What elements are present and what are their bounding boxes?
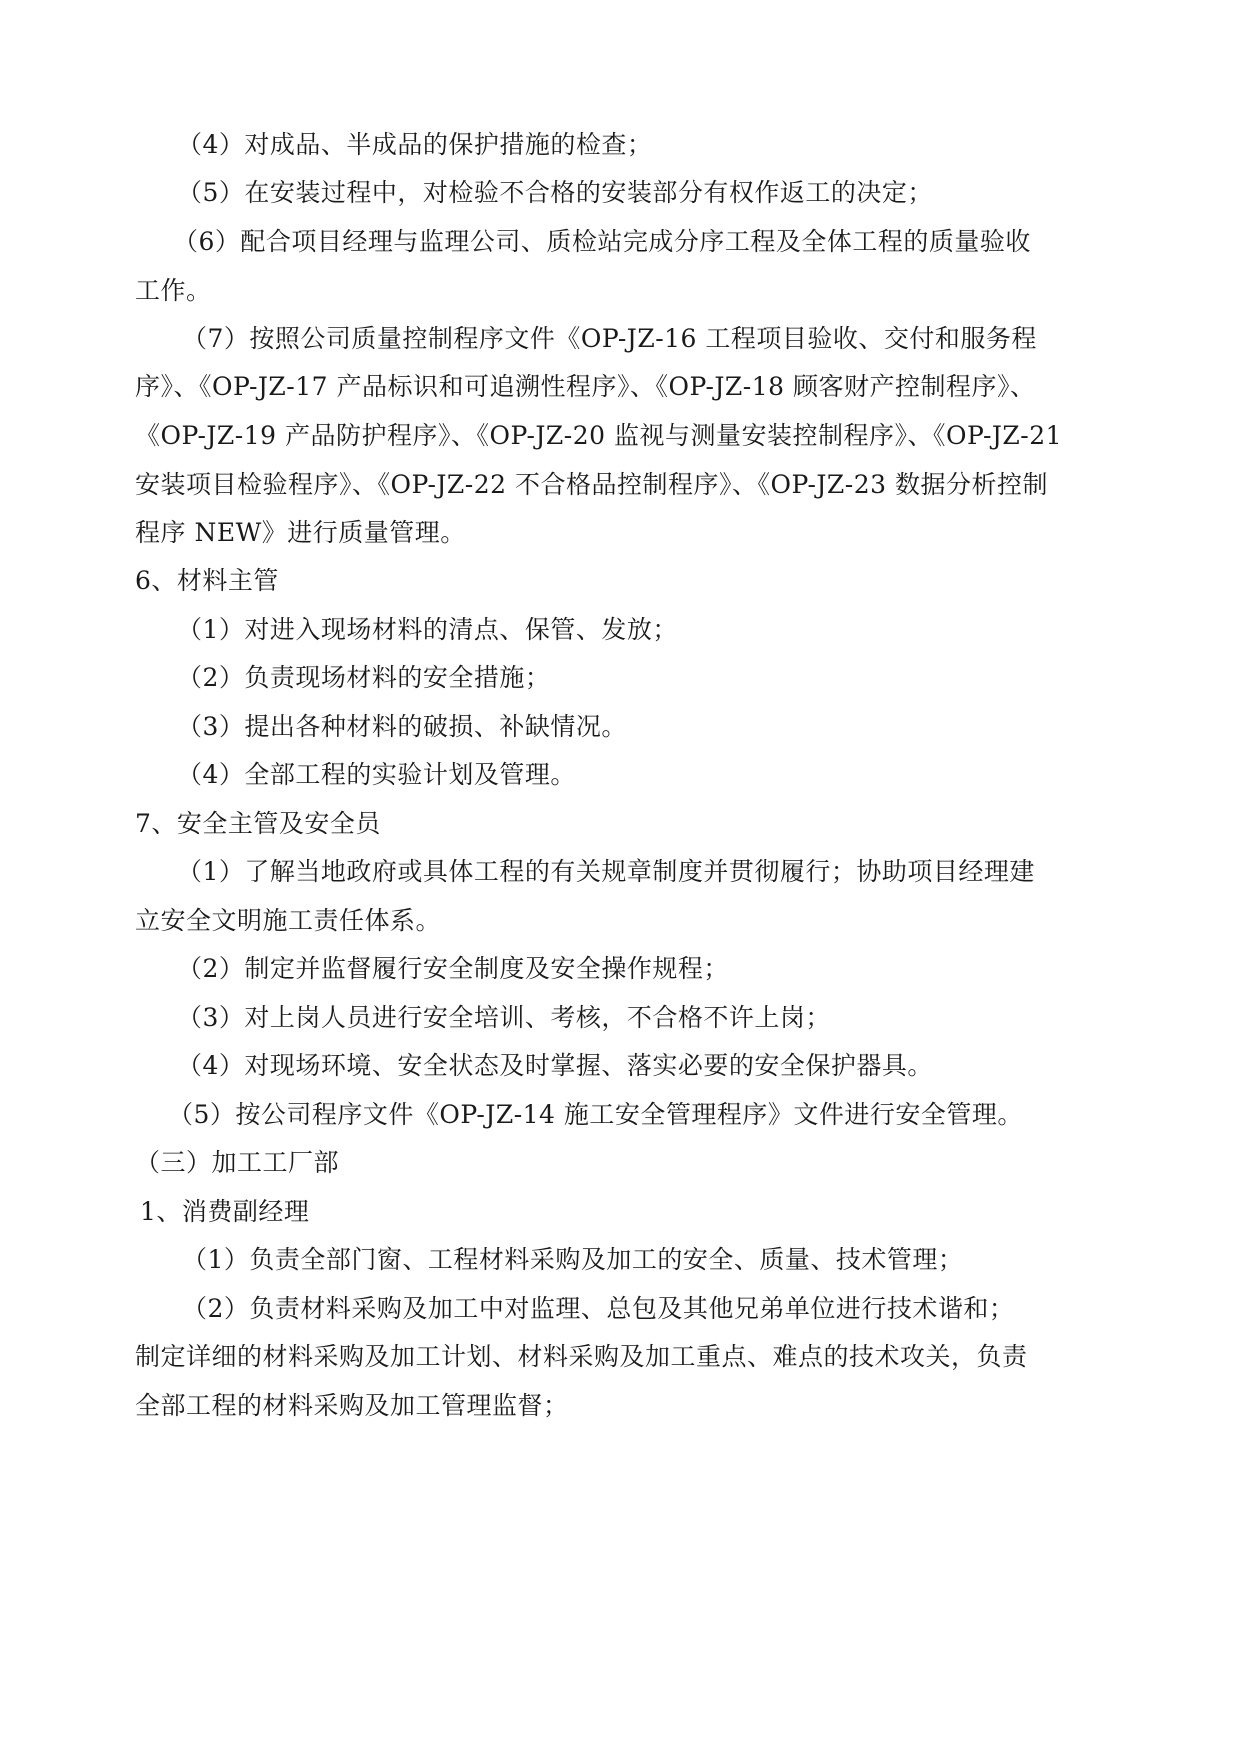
text-line: （5）按公司程序文件《OP-JZ-14 施工安全管理程序》文件进行安全管理。 <box>168 1100 1023 1129</box>
text-line: 工作。 <box>135 276 212 305</box>
section-heading: 7、安全主管及安全员 <box>135 809 381 838</box>
text-line: （2）负责现场材料的安全措施； <box>177 663 551 692</box>
text-line: 安装项目检验程序》、《OP-JZ-22 不合格品控制程序》、《OP-JZ-23 数据分析控制 <box>135 470 1048 499</box>
text-line: （1）了解当地政府或具体工程的有关规章制度并贯彻履行；协助项目经理建 <box>177 857 1035 886</box>
text-line: 序》、《OP-JZ-17 产品标识和可追溯性程序》、《OP-JZ-18 顾客财产控制程序》、 <box>135 372 1036 401</box>
text-line: 《OP-JZ-19 产品防护程序》、《OP-JZ-20 监视与测量安装控制程序》、《OP-JZ-21 <box>135 421 1063 450</box>
text-line: 立安全文明施工责任体系。 <box>135 906 442 935</box>
text-line: （5）在安装过程中，对检验不合格的安装部分有权作返工的决定； <box>177 178 933 207</box>
text-line: （4）对现场环境、安全状态及时掌握、落实必要的安全保护器具。 <box>177 1051 933 1080</box>
text-line: （2）负责材料采购及加工中对监理、总包及其他兄弟单位进行技术谐和； <box>182 1294 1015 1323</box>
text-line: 全部工程的材料采购及加工管理监督； <box>135 1391 569 1420</box>
section-heading: 6、材料主管 <box>135 566 279 595</box>
text-line: （1）对进入现场材料的清点、保管、发放； <box>177 615 678 644</box>
text-line: （6）配合项目经理与监理公司、质检站完成分序工程及全体工程的质量验收 <box>173 227 1031 256</box>
text-line: 制定详细的材料采购及加工计划、材料采购及加工重点、难点的技术攻关，负责 <box>135 1342 1028 1371</box>
text-line: （1）负责全部门窗、工程材料采购及加工的安全、质量、技术管理； <box>182 1245 964 1274</box>
text-line: （3）提出各种材料的破损、补缺情况。 <box>177 712 627 741</box>
section-heading: 1、消费副经理 <box>140 1197 310 1226</box>
text-line: （4）全部工程的实验计划及管理。 <box>177 760 576 789</box>
text-line: （2）制定并监督履行安全制度及安全操作规程； <box>177 954 729 983</box>
text-line: （3）对上岗人员进行安全培训、考核，不合格不许上岗； <box>177 1003 831 1032</box>
text-line: （4）对成品、半成品的保护措施的检查； <box>177 130 653 159</box>
section-heading: （三）加工工厂部 <box>135 1148 340 1177</box>
text-line: （7）按照公司质量控制程序文件《OP-JZ-16 工程项目验收、交付和服务程 <box>182 324 1037 353</box>
text-line: 程序 NEW》进行质量管理。 <box>135 518 466 547</box>
